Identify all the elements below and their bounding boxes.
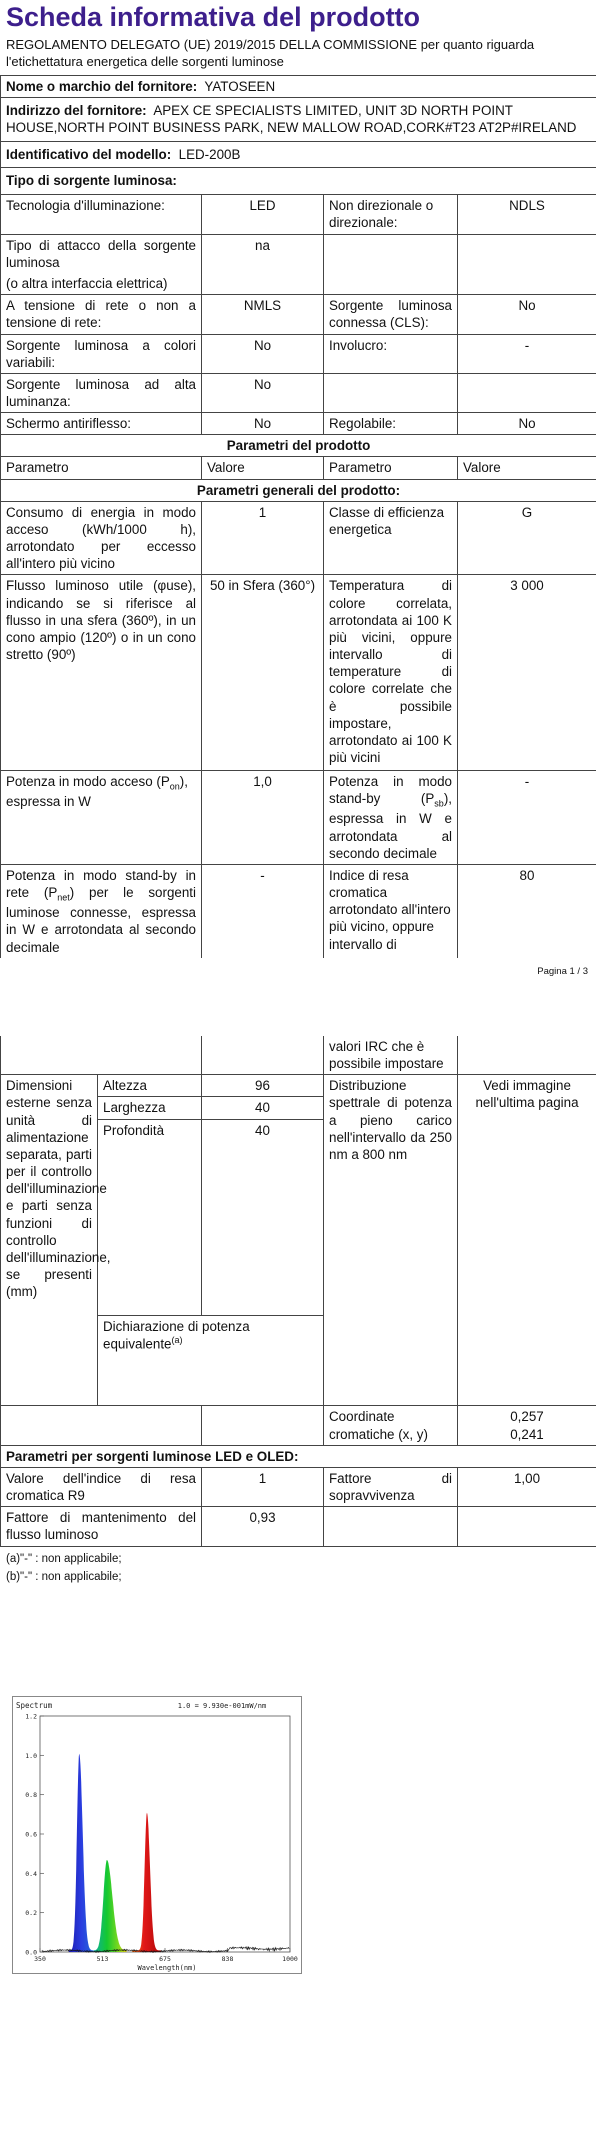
row-label-2: [324, 1507, 458, 1546]
row-value: 1,0: [202, 771, 324, 865]
page-title: Scheda informativa del prodotto: [6, 2, 421, 32]
row-label-2: Involucro:: [324, 334, 458, 373]
y-tick-label: 0.6: [25, 1830, 37, 1839]
dimension-value: 40: [202, 1119, 324, 1315]
row-value: 50 in Sfera (360°): [202, 575, 324, 771]
row-value: NMLS: [202, 295, 324, 334]
row-label-2: Non direzionale o direzionale:: [324, 194, 458, 234]
led-heading: Parametri per sorgenti luminose LED e OLED:: [1, 1445, 596, 1467]
row-label: Tipo di attacco della sorgente luminosa (o altra interfaccia elettrica): [1, 234, 202, 294]
spectrum-header-value: 1.0 = 9.930e-001mW/nm: [177, 1702, 267, 1710]
model-label: Identificativo del modello:: [6, 147, 172, 163]
dimensions-row: [1, 1075, 596, 1097]
model-value: LED-200B: [178, 147, 241, 163]
row-value: 1: [202, 501, 324, 575]
x-tick-label: 350: [34, 1955, 46, 1963]
row-label: Dichiarazione di potenza equivalente$^{(a)}$: [98, 1315, 324, 1406]
info-table-continued: [0, 1036, 596, 1547]
model-row: [1, 142, 596, 168]
y-tick-label: 0.8: [25, 1791, 37, 1800]
dimension-value: 96: [202, 1075, 324, 1097]
dimensions-label: Dimensioni esterne senza unità di alimentazione separata, parti per il controllo dell'illuminazione e parti senza funzioni di controllo dell'illuminazione, se presenti (mm): [1, 1075, 98, 1406]
spectrum-image: [12, 1696, 302, 1974]
row-value: -: [202, 864, 324, 957]
row-label: Flusso luminoso utile (φuse), indicando se si riferisce al flusso in una sfera (360º), in un cono ampio (120º) o in un cono stretto (90º): [1, 575, 202, 771]
table-row: [1, 334, 596, 373]
dimension-name: Altezza: [98, 1075, 202, 1097]
row-value-2: 80: [458, 864, 596, 957]
y-tick-label: 0.2: [25, 1909, 37, 1918]
table-row: [1, 1406, 596, 1445]
address-value: APEX CE SPECIALISTS LIMITED, UNIT 3D NORTH POINT HOUSE,NORTH POINT BUSINESS PARK, NEW MALLOW ROAD,CORK#T23 AT2P#IRELAND: [6, 102, 577, 136]
address-row: [1, 97, 596, 141]
y-tick-label: 0.4: [25, 1869, 37, 1878]
info-table: [0, 75, 596, 958]
spectrum-xlabel: Wavelength(nm): [137, 1964, 197, 1972]
row-label: A tensione di rete o non a tensione di rete:: [1, 295, 202, 334]
params-heading-row: [1, 435, 596, 457]
supplier-label: Nome o marchio del fornitore:: [6, 78, 198, 94]
row-label-sub: (o altra interfaccia elettrica): [6, 276, 168, 292]
table-row: [1, 771, 596, 865]
row-value-2: No: [458, 413, 596, 435]
page-2: [0, 1036, 596, 1589]
row-value-2: -: [458, 771, 596, 865]
y-tick-label: 1.2: [25, 1712, 37, 1721]
table-row: [1, 1507, 596, 1546]
row-label-2: [324, 234, 458, 294]
spectral-label: Distribuzione spettrale di potenza a pieno carico nell'intervallo da 250 nm a 800 nm: [324, 1075, 458, 1406]
y-tick-label: 1.0: [25, 1751, 37, 1760]
row-value-2: [458, 1507, 596, 1546]
row-label-2: Regolabile:: [324, 413, 458, 435]
source-type-heading: Tipo di sorgente luminosa:: [1, 168, 596, 194]
row-label: Fattore di mantenimento del flusso luminoso: [1, 1507, 202, 1546]
table-row: [1, 575, 596, 771]
row-label: Tecnologia d'illuminazione:: [1, 194, 202, 234]
address-label: Indirizzo del fornitore:: [6, 102, 147, 118]
supplier-value: YATOSEEN: [204, 78, 276, 94]
row-value: No: [202, 413, 324, 435]
column-header: Valore: [458, 457, 596, 479]
row-label: Valore dell'indice di resa cromatica R9: [1, 1467, 202, 1506]
row-label: Consumo di energia in modo acceso (kWh/1000 h), arrotondato per eccesso all'intero più vicino: [1, 501, 202, 575]
row-label: Potenza in modo stand-by in rete $(P_{net})$ per le sorgenti luminose connesse, espressa in W e arrotondata al secondo decimale: [1, 864, 202, 957]
x-tick-label: 675: [159, 1955, 171, 1963]
x-tick-label: 513: [96, 1955, 109, 1963]
table-row: [1, 501, 596, 575]
column-headers-row: [1, 457, 596, 479]
y-tick-label: 0.0: [25, 1948, 37, 1957]
row-value: No: [202, 373, 324, 412]
row-label-2: Indice di resa cromatica arrotondato all'intero più vicino, oppure intervallo di: [324, 864, 458, 957]
general-heading: Parametri generali del prodotto:: [1, 479, 596, 501]
led-heading-row: [1, 1445, 596, 1467]
table-row: [1, 413, 596, 435]
dimension-name: Larghezza: [98, 1097, 202, 1119]
row-value-2: [458, 373, 596, 412]
row-label: Sorgente luminosa ad alta luminanza:: [1, 373, 202, 412]
source-type-heading-row: [1, 168, 596, 194]
row-value-2: -: [458, 334, 596, 373]
row-label-2: Coordinate cromatiche (x, y): [324, 1406, 458, 1445]
row-label-2: Sorgente luminosa connessa (CLS):: [324, 295, 458, 334]
spectral-value: Vedi immagine nell'ultima pagina: [458, 1075, 596, 1406]
footnotes: [0, 1547, 596, 1590]
supplier-row: [1, 75, 596, 97]
page-number: Pagina 1 / 3: [537, 965, 588, 977]
column-header: Parametro: [1, 457, 202, 479]
table-row: [1, 295, 596, 334]
x-tick-label: 838: [221, 1955, 234, 1963]
row-value: 0,93: [202, 1507, 324, 1546]
row-label-2: Classe di efficienza energetica: [324, 501, 458, 575]
row-label: Schermo antiriflesso:: [1, 413, 202, 435]
row-label-2: [324, 373, 458, 412]
row-label-2: Fattore di sopravvivenza: [324, 1467, 458, 1506]
params-heading: Parametri del prodotto: [1, 435, 596, 457]
x-tick-label: 1000: [282, 1955, 298, 1963]
row-label-2: valori IRC che è possibile impostare: [324, 1036, 458, 1075]
table-row: [1, 1467, 596, 1506]
table-row: [1, 864, 596, 957]
table-row: [1, 373, 596, 412]
table-row: [1, 194, 596, 234]
regulation-text: REGOLAMENTO DELEGATO (UE) 2019/2015 DELLA COMMISSIONE per quanto riguarda l'etichettatura energetica delle sorgenti luminose: [6, 37, 535, 69]
row-value-2: [458, 234, 596, 294]
row-value-2: NDLS: [458, 194, 596, 234]
row-label: Potenza in modo acceso $(P_{on})$, espressa in W: [1, 771, 202, 865]
row-value: na: [202, 234, 324, 294]
row-value-2: No: [458, 295, 596, 334]
column-header: Valore: [202, 457, 324, 479]
spectrum-frame: [13, 1697, 302, 1974]
dimension-name: Profondità: [98, 1119, 202, 1315]
table-row: [1, 1036, 596, 1075]
general-heading-row: [1, 479, 596, 501]
row-label: Sorgente luminosa a colori variabili:: [1, 334, 202, 373]
row-value: LED: [202, 194, 324, 234]
row-value-2: 3 000: [458, 575, 596, 771]
row-value: 1: [202, 1467, 324, 1506]
row-value-2: G: [458, 501, 596, 575]
page-1: [0, 0, 596, 978]
row-value: No: [202, 334, 324, 373]
row-label-2: Temperatura di colore correlata, arrotondata ai 100 K più vicini, oppure intervallo di temperature di colore correlate che è possibile impostare, arrotondato ai 100 K più vicini: [324, 575, 458, 771]
spectrum-title: Spectrum: [16, 1701, 53, 1710]
footnote: (b)"-" : non applicabile;: [6, 1570, 122, 1583]
footnote: (a)"-" : non applicabile;: [6, 1552, 122, 1565]
column-header: Parametro: [324, 457, 458, 479]
dimension-value: 40: [202, 1097, 324, 1119]
chroma-value: 0,257 0,241: [458, 1406, 596, 1445]
row-label-2: Potenza in modo stand-by $(P_{sb})$, espressa in W e arrotondata al secondo decimale: [324, 771, 458, 865]
row-value-2: 1,00: [458, 1467, 596, 1506]
table-row: [1, 234, 596, 294]
